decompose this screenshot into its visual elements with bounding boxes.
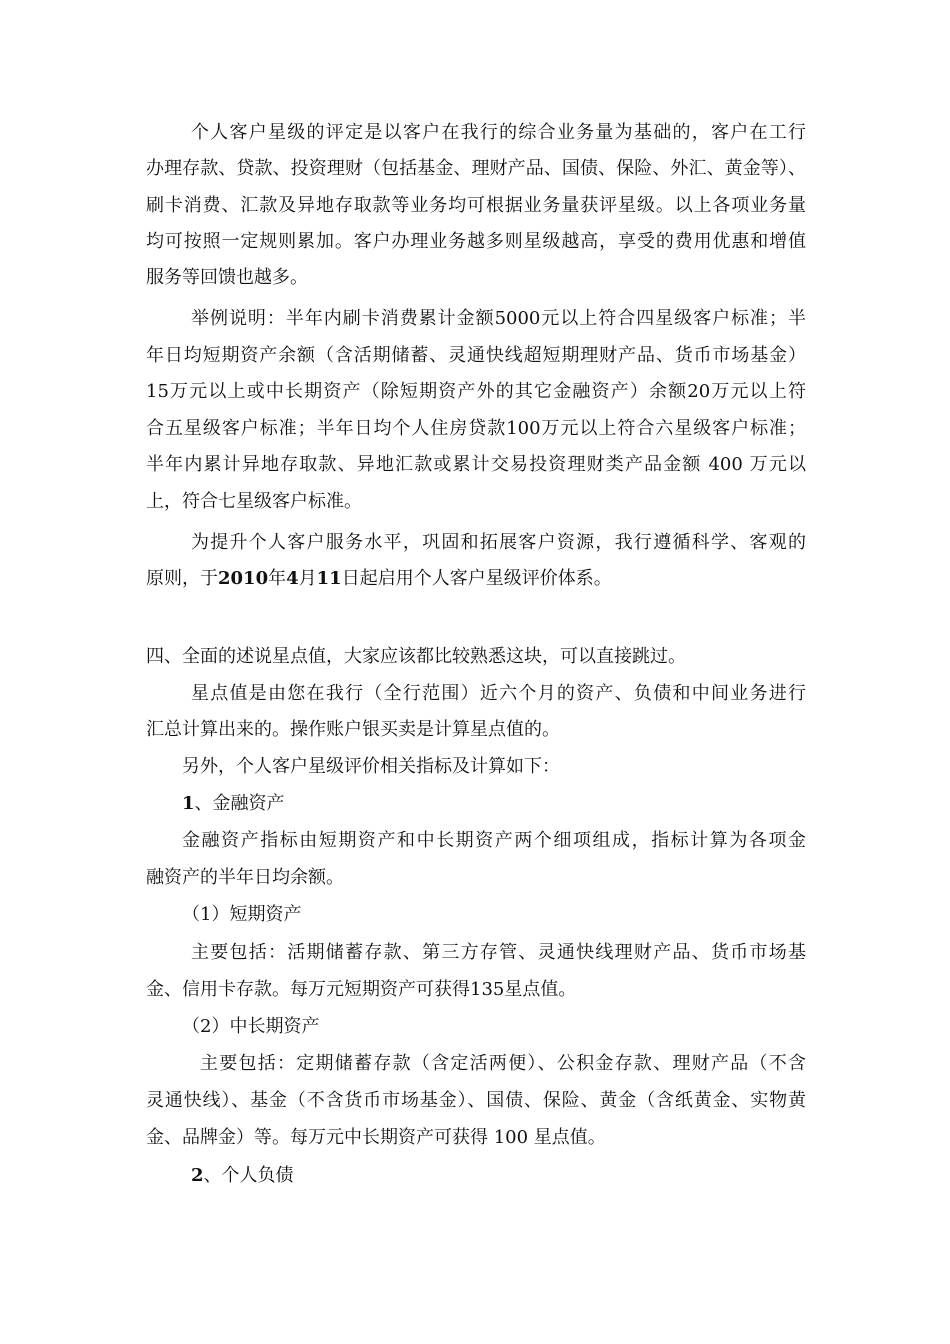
paragraph-line: 办理存款、贷款、投资理财（包括基金、理财产品、国债、保险、外汇、黄金等）、	[146, 158, 806, 179]
paragraph-line: 金融资产指标由短期资产和中长期资产两个细项组成，指标计算为各项金	[182, 830, 806, 851]
paragraph-line: 服务等回馈也越多。	[146, 267, 308, 288]
paragraph-line: 为提升个人客户服务水平，巩固和拓展客户资源，我行遵循科学、客观的	[191, 532, 806, 553]
paragraph-line: 星点值是由您在我行（全行范围）近六个月的资产、负债和中间业务进行	[191, 683, 806, 704]
text-span: 年	[268, 568, 287, 589]
paragraph-line: 金、信用卡存款。每万元短期资产可获得135星点值。	[146, 979, 577, 1000]
heading-number: 2	[191, 1165, 204, 1186]
paragraph-line: 个人客户星级的评定是以客户在我行的综合业务量为基础的，客户在工行	[191, 122, 806, 143]
paragraph-line: 金、品牌金）等。每万元中长期资产可获得 100 星点值。	[146, 1127, 606, 1148]
paragraph-line: 半年内累计异地存取款、异地汇款或累计交易投资理财类产品金额 400 万元以	[146, 454, 806, 475]
date-year: 2010	[218, 568, 269, 589]
paragraph-line: 刷卡消费、汇款及异地存取款等业务均可根据业务量获评星级。以上各项业务量	[146, 195, 806, 216]
paragraph-line-with-date	[146, 567, 806, 591]
paragraph-line: 融资产的半年日均余额。	[146, 867, 344, 888]
subsection-heading	[191, 1164, 851, 1188]
subsection-heading	[182, 792, 842, 816]
heading-number: 1	[182, 793, 195, 814]
paragraph-line: 主要包括：活期储蓄存款、第三方存管、灵通快线理财产品、货币市场基	[191, 942, 806, 963]
text-span: 日起启用个人客户星级评价体系。	[341, 568, 612, 589]
paragraph-line: 均可按照一定规则累加。客户办理业务越多则星级越高，享受的费用优惠和增值	[146, 231, 806, 252]
item-heading: （2）中长期资产	[182, 1016, 320, 1037]
paragraph-line: 上，符合七星级客户标准。	[146, 491, 362, 512]
paragraph-line: 15万元以上或中长期资产（除短期资产外的其它金融资产）余额20万元以上符	[146, 381, 806, 402]
paragraph-line: 年日均短期资产余额（含活期储蓄、灵通快线超短期理财产品、货币市场基金）	[146, 345, 806, 366]
paragraph-line: 主要包括：定期储蓄存款（含定活两便）、公积金存款、理财产品（不含	[200, 1053, 806, 1074]
paragraph-line: 合五星级客户标准；半年日均个人住房贷款100万元以上符合六星级客户标准；	[146, 418, 806, 439]
heading-label: 、个人负债	[203, 1165, 294, 1186]
heading-label: 、金融资产	[194, 793, 285, 814]
date-month: 4	[286, 568, 299, 589]
paragraph-line: 举例说明：半年内刷卡消费累计金额5000元以上符合四星级客户标准；半	[191, 308, 806, 329]
paragraph-line: 汇总计算出来的。操作账户银买卖是计算星点值的。	[146, 719, 560, 740]
text-span: 月	[298, 568, 317, 589]
section-heading: 四、全面的述说星点值，大家应该都比较熟悉这块，可以直接跳过。	[146, 646, 686, 667]
paragraph-line: 另外，个人客户星级评价相关指标及计算如下：	[182, 756, 560, 777]
text-span: 原则，于	[146, 568, 218, 589]
item-heading: （1）短期资产	[182, 904, 302, 925]
paragraph-line: 灵通快线）、基金（不含货币市场基金）、国债、保险、黄金（含纸黄金、实物黄	[146, 1090, 806, 1111]
date-day: 11	[316, 568, 342, 589]
